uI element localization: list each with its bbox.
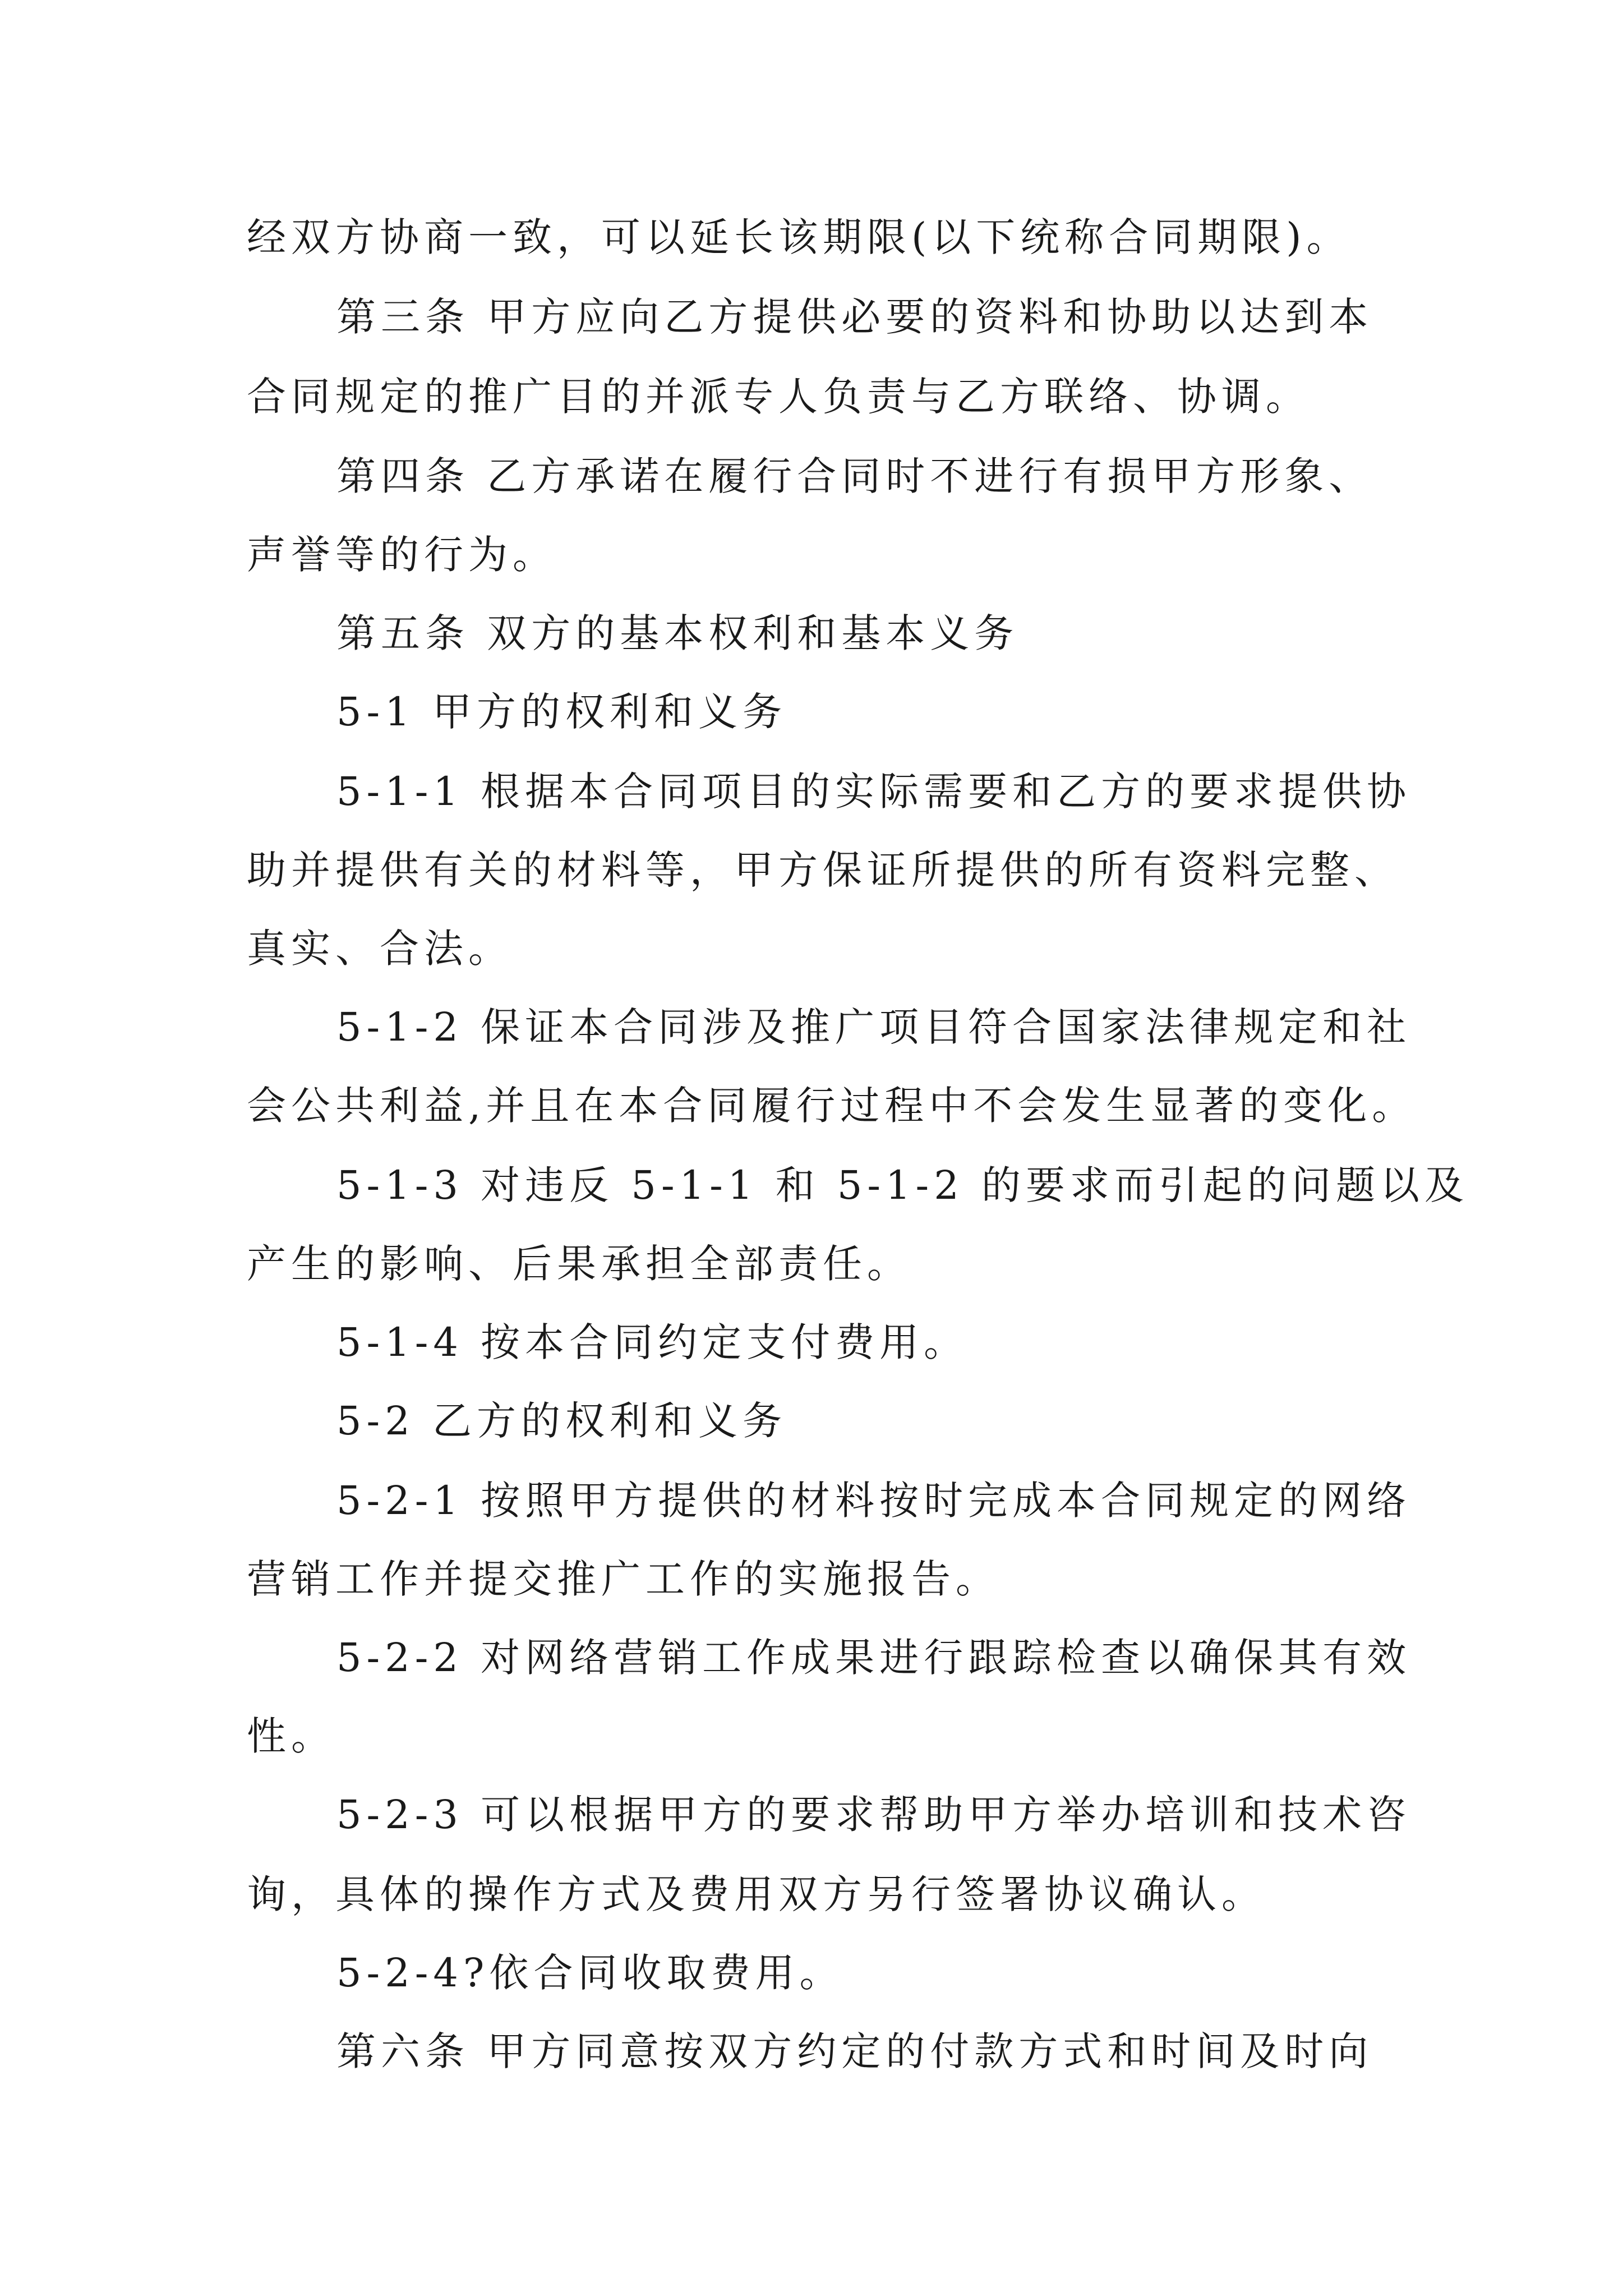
text-line: 助并提供有关的材料等，甲方保证所提供的所有资料完整、 [247, 847, 1399, 893]
text-line: 5-1-2 保证本合同涉及推广项目符合国家法律规定和社 [336, 1004, 1412, 1050]
text-line: 询，具体的操作方式及费用双方另行签署协议确认。 [247, 1871, 1266, 1917]
text-line: 合同规定的推广目的并派专人负责与乙方联络、协调。 [247, 374, 1310, 420]
text-line: 经双方协商一致，可以延长该期限(以下统称合同期限)。 [247, 214, 1351, 260]
text-line: 5-1-1 根据本合同项目的实际需要和乙方的要求提供协 [336, 769, 1412, 815]
text-line: 5-1-4 按本合同约定支付费用。 [336, 1319, 969, 1365]
text-line: 产生的影响、后果承担全部责任。 [247, 1241, 911, 1287]
text-line: 性。 [247, 1713, 335, 1759]
text-line: 第六条 甲方同意按双方约定的付款方式和时间及时向 [336, 2028, 1373, 2074]
text-line: 真实、合法。 [247, 926, 513, 972]
text-line: 5-2-4?依合同收取费用。 [336, 1950, 844, 1996]
text-line: 第五条 双方的基本权利和基本义务 [336, 610, 1019, 656]
text-line: 5-1-3 对违反 5-1-1 和 5-1-2 的要求而引起的问题以及 [336, 1162, 1469, 1208]
text-line: 5-2-2 对网络营销工作成果进行跟踪检查以确保其有效 [336, 1635, 1412, 1681]
text-line: 5-2 乙方的权利和义务 [336, 1398, 787, 1444]
text-line: 5-2-1 按照甲方提供的材料按时完成本合同规定的网络 [336, 1478, 1412, 1524]
text-line: 会公共利益,并且在本合同履行过程中不会发生显著的变化。 [247, 1083, 1417, 1129]
text-line: 第四条 乙方承诺在履行合同时不进行有损甲方形象、 [336, 453, 1373, 499]
text-line: 营销工作并提交推广工作的实施报告。 [247, 1556, 1000, 1602]
text-line: 第三条 甲方应向乙方提供必要的资料和协助以达到本 [336, 294, 1373, 340]
text-line: 5-2-3 可以根据甲方的要求帮助甲方举办培训和技术咨 [336, 1792, 1412, 1838]
text-line: 声誉等的行为。 [247, 532, 557, 578]
text-line: 5-1 甲方的权利和义务 [336, 689, 787, 735]
